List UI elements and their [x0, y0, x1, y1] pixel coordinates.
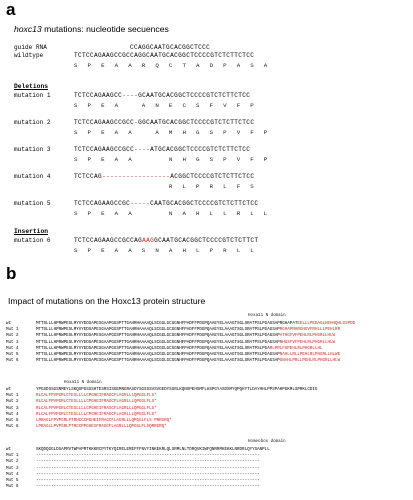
protein-row: Mut 4 MTTSLLLHPRWPESLMYVYEDSAPESGAAPGGSPTTGAHRHAAAAQLSCGGLGCGGNHFPADFFPDGPQAAEYELAAAGTSGLSRATPSLPGARLPRLFSPEHLRLPHGRLLHL	[6, 346, 323, 351]
protein-row: Mut 3 -----------------------------------------------------------------------------------------	[6, 466, 260, 471]
mutation-row: mutation 5 TCTCCAGAAGCCGC-----CAATGCACGGCTCCCCGTCTCTTCTCC	[14, 200, 259, 207]
mutation-aa: R L P R L F S	[74, 183, 258, 190]
protein-row: Mut 1 -----------------------------------------------------------------------------------------	[6, 454, 260, 459]
protein-row: Mut 6 MTTSLLLHPRWPESLMYVYEDSAPESGAAPGGSPTTGAHRHAAAAQLSCGGLGCGGNHFPADFFPDGPQAAEYELAAAGTSGLSRATPSLPGAGSAPSNAHLPRLLPEHLRLPHGRLLHLW	[6, 359, 341, 364]
protein-row: Mut 2 -----------------------------------------------------------------------------------------	[6, 460, 260, 465]
mutation-aa: S P E A A S N A H L P R L L	[74, 247, 258, 254]
mutation-aa: S P E A A A M H G S P V F P	[74, 129, 271, 136]
protein-row: wt YPGSDSSGSNMEYLSKQSPGSSSHTESRSISGEMNGRASDYSGSSSVSVGEDYSSRLKQNSPEHSMFLHSPGYASDSMYQPQHYTLDAYHHLPPSPAHPGKMLSPRKLCDIG	[6, 388, 318, 392]
protein-row: Mut 4 RLCALFPVPGRLCTESLLLLCPGHEIFRAGCFLAGRLLLQPGGLFLS*	[6, 412, 157, 417]
wildtype-aa: S P E A A R Q C T A D P A S A	[74, 62, 271, 69]
domain-label-2: Hoxa11 N domain	[64, 381, 102, 385]
mutation-row: mutation 4 TCTCCAG-----------------ACGGCTCCCCGTCTCTTCTCC	[14, 173, 255, 180]
mutation-aa: S P E A A N E C S F V F P	[74, 102, 258, 109]
protein-row: Mut 2 RLCALFPVPGRLCTESLLLLCPGHEIFRAGCFLAGRLLLQPGGLFLS*	[6, 400, 157, 405]
domain-label-1: Hoxa11 N domain	[248, 314, 286, 318]
panel-b-letter: b	[6, 264, 17, 283]
caption-text: mutations: nucleotide secuences	[41, 24, 169, 34]
panel-a-caption	[14, 24, 169, 34]
protein-row: Mut 3 RLCALFPVPGRLCTESLLLLCPGHEIFRAGCFLAGRLLLQPGGLFLS*	[6, 406, 157, 411]
protein-row: wt MTTSLLLHPRWPESLMYVYEDSAPESGAAPGGSPTTGAHRHAAAAQLSCGGLGCGGNHFPADFFPDGPQAAEYELAAAGTSGLSRATPSLPGAGSAPRGHAPATEELLLPEDAGLHEHHQHLGSPDD	[6, 322, 356, 326]
protein-row: Mut 4 -----------------------------------------------------------------------------------------	[6, 472, 260, 477]
mutation-aa: S P E A A N A H L L R L L	[74, 210, 271, 217]
wildtype-row: wildtype TCTCCAGAAGCCGCCAGGCAATGCACGGCTCCCCGTCTCTTCTCC	[14, 52, 255, 59]
protein-row: Mut 5 MTTSLLLHPRWPESLMYVYEDSAPESGAAPGGSPTTGAHRHAAAAQLSCGGLGCGGNHFPADFFPDGPQAAEYELAAAGTSGLSRATPSLPGAGSAPNAHLLRLLPEHLRLPHGRLLHLWE	[6, 353, 341, 357]
protein-row: Mut 2 MTTSLLLHPRWPESLMYVYEDSAPESGAAPGGSPTTGAHRHAAAAQLSCGGLGCGGNHFPADFFPDGPQAAEYELAAAGTSGLSRATPSLPGAGSAPATHGFVFPEHLRLPHGRLLHLW	[6, 334, 336, 339]
domain-label-3: Homeobox domain	[248, 440, 286, 444]
protein-row: Mut 6 LPRAGLLPVPGRLPTRCCPPGHEIFRAGCFLAGRLLLQPGGLFLSQRRGRQ*	[6, 425, 167, 430]
wildtype-seq: TCTCCAGAAGCCGCCAGGCAATGCACGGCTCCCCGTCTCTTCTCC	[74, 52, 255, 59]
mutation-aa: S P E A A N H G S P V F P	[74, 156, 271, 163]
gene-name: hoxc13	[14, 24, 42, 34]
protein-row: wt SKQDQGGLDSAPRVTWPAPRTKKKRCPYTKYQIRELEREFFFNVYINKEKRLQLSRMLNLTDRQVKIWFQNRRMKEKKLNRDRLQYYSANPLL	[6, 448, 270, 452]
protein-row: Mut 3 MTTSLLLHPRWPESLMYVYEDSAPESGAAPGGSPTTGAHRHAAAAQLSCGGLGCGGNHFPADFFPDGPQAAEYELAAAGTSGLSRATPSLPGAGSAPNHGSFVFPEHLRLPHGRLLHLW	[6, 340, 336, 345]
protein-row: Mut 6 -----------------------------------------------------------------------------------------	[6, 485, 260, 490]
panel-a-letter: a	[6, 0, 16, 19]
guide-rna-row: guide RNA CCAGGCAATGCACGGCTCCC	[14, 44, 211, 51]
mutation-row: mutation 2 TCTCCAGAAGCCGCC-GGCAATGCACGGCTCCCCGTCTCTTCTCC	[14, 119, 255, 126]
protein-row: Mut 1 RLCALFPVPGRLCTESLLLLCPGHEIFRAGCFLAGRLLLQPGGLFLS*	[6, 394, 157, 399]
deletions-title: Deletions	[14, 83, 49, 90]
guide-rna-seq: CCAGGCAATGCACGGCTCCC	[130, 44, 211, 51]
protein-row: Mut 5 LRRAGLFPVPGRLPTRHCCCPGHEIFRAGCFLAGRLLLQPGGLFLS PRRGRQ*	[6, 419, 172, 423]
mutation-row: mutation 6 TCTCCAGAAGCCGCCAGAAGGCAATGCACGGCTCCCCGTCTCTTCT	[14, 237, 259, 244]
mutation-row: mutation 1 TCTCCAGAAGCC----GCAATGCACGGCTCCCCGTCTCTTCTCC	[14, 92, 251, 99]
mutation-row: mutation 3 TCTCCAGAAGCCGCC----ATGCACGGCTCCCCGTCTCTTCTCC	[14, 146, 251, 153]
panel-b-caption: Impact of mutations on the Hoxc13 protein structure	[8, 296, 206, 306]
insertion-title: Insertion	[14, 228, 49, 235]
protein-row: Mut 5 -----------------------------------------------------------------------------------------	[6, 479, 260, 483]
protein-row: Mut 1 MTTSLLLHPRWPESLMYVYEDSAPESGAAPGGSPTTGAHRHAAAAQLSCGGLGCGGNHFPADFFPDGPQAAEYELAAAGTSGLSRATPSLPGAGSAPRGHAPRHRGHGVFRHLLLPEHLRR	[6, 328, 341, 333]
